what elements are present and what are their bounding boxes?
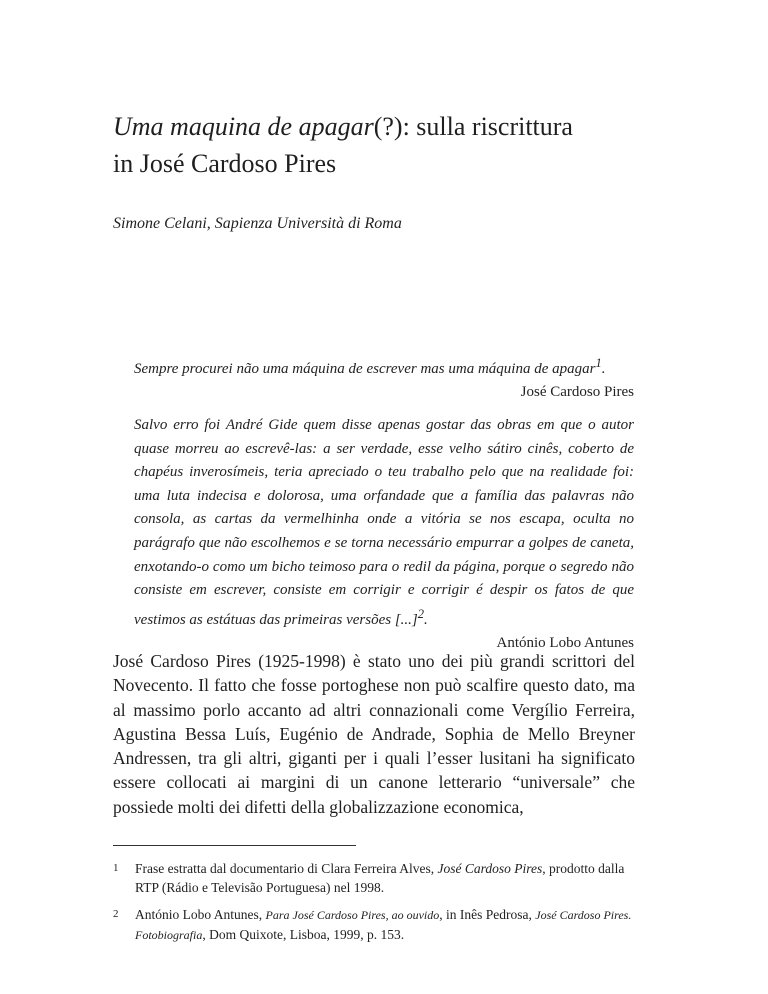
epigraph-1-end: . [601,361,606,377]
footnote-title: Para José Cardoso Pires, ao ouvido [265,908,440,922]
paper-title [113,108,673,182]
epigraph-2 [134,414,634,654]
footnote-part: Frase estratta dal documentario di Clara Ferreira Alves, [135,861,438,876]
epigraph-1-body: Sempre procurei não uma máquina de escrever mas uma máquina de apagar [134,361,596,377]
footnote-part: , Dom Quixote, Lisboa, 1999, p. 153. [202,927,405,942]
body-paragraph: José Cardoso Pires (1925-1998) è stato uno dei più grandi scrittori del Novecento. Il fatto che fosse portoghese non può scalfire questo dato, ma al massimo porlo accanto ad altri connazionali come Vergílio Ferreira, Agustina Bessa Luís, Eugénio de Andrade, Sophia de Mello Breyner Andressen, tra gli altri, giganti per i quali l’esser lusitani ha significato essere collocati ai margini di un canone letterario “universale” che possiede molti dei difetti della globalizzazione economica, [113,651,635,817]
footnote-divider [113,845,356,846]
epigraph-2-source: António Lobo Antunes [496,635,634,652]
author-line: Simone Celani, Sapienza Università di Roma [113,215,402,232]
footnote-part: , in Inês Pedrosa, [439,907,536,922]
footnote-ref-2[interactable]: 2 [417,606,424,621]
title-line2: in José Cardoso Pires [113,149,337,178]
footnote-title: José Cardoso Pires [437,861,543,876]
footnote-text [135,859,635,897]
title-rest: (?): sulla riscrittura [373,112,573,141]
footnote-number: 2 [113,908,119,920]
footnote-part: , prodotto dalla RTP (Rádio e Televisão Portuguesa) nel 1998. [135,861,625,895]
footnote-1 [113,859,635,897]
footnote-ref-1[interactable]: 1 [595,356,602,370]
epigraph-2-text [134,414,634,632]
title-italic: Uma maquina de apagar [113,112,374,141]
footnotes [113,859,635,953]
footnote-number: 1 [113,862,119,874]
footnote-2 [113,905,635,945]
footnote-text [135,905,635,945]
footnote-part: António Lobo Antunes, [135,907,266,922]
footnote-title: José Cardoso Pires. Fotobiografia [135,908,632,942]
epigraph-1 [134,352,634,403]
epigraph-2-end: . [424,611,428,628]
epigraph-1-source: José Cardoso Pires [520,384,634,400]
epigraph-1-text [134,352,634,381]
epigraph-2-body: Salvo erro foi André Gide quem disse apenas gostar das obras em que o autor quase morreu ao escrevê-las: a ser verdade, esse velho sátiro cinês, coberto de chapéus inverosímeis, teria apreciado o teu trabalho pelo que na realidade foi: uma luta indecisa e dolorosa, uma orfandade que a família das palavras não consola, as cartas da vermelhinha onde a vitória se nos escapa, oculta no parágrafo que não escolhemos e se torna necessário empurrar a golpes de caneta, enxotando-o como um bicho teimoso para o redil da página, porque o segredo não consiste em escrever, consiste em corrigir e corrigir é despir os fatos de que vestimos as estátuas das primeiras versões [...] [134,417,634,628]
